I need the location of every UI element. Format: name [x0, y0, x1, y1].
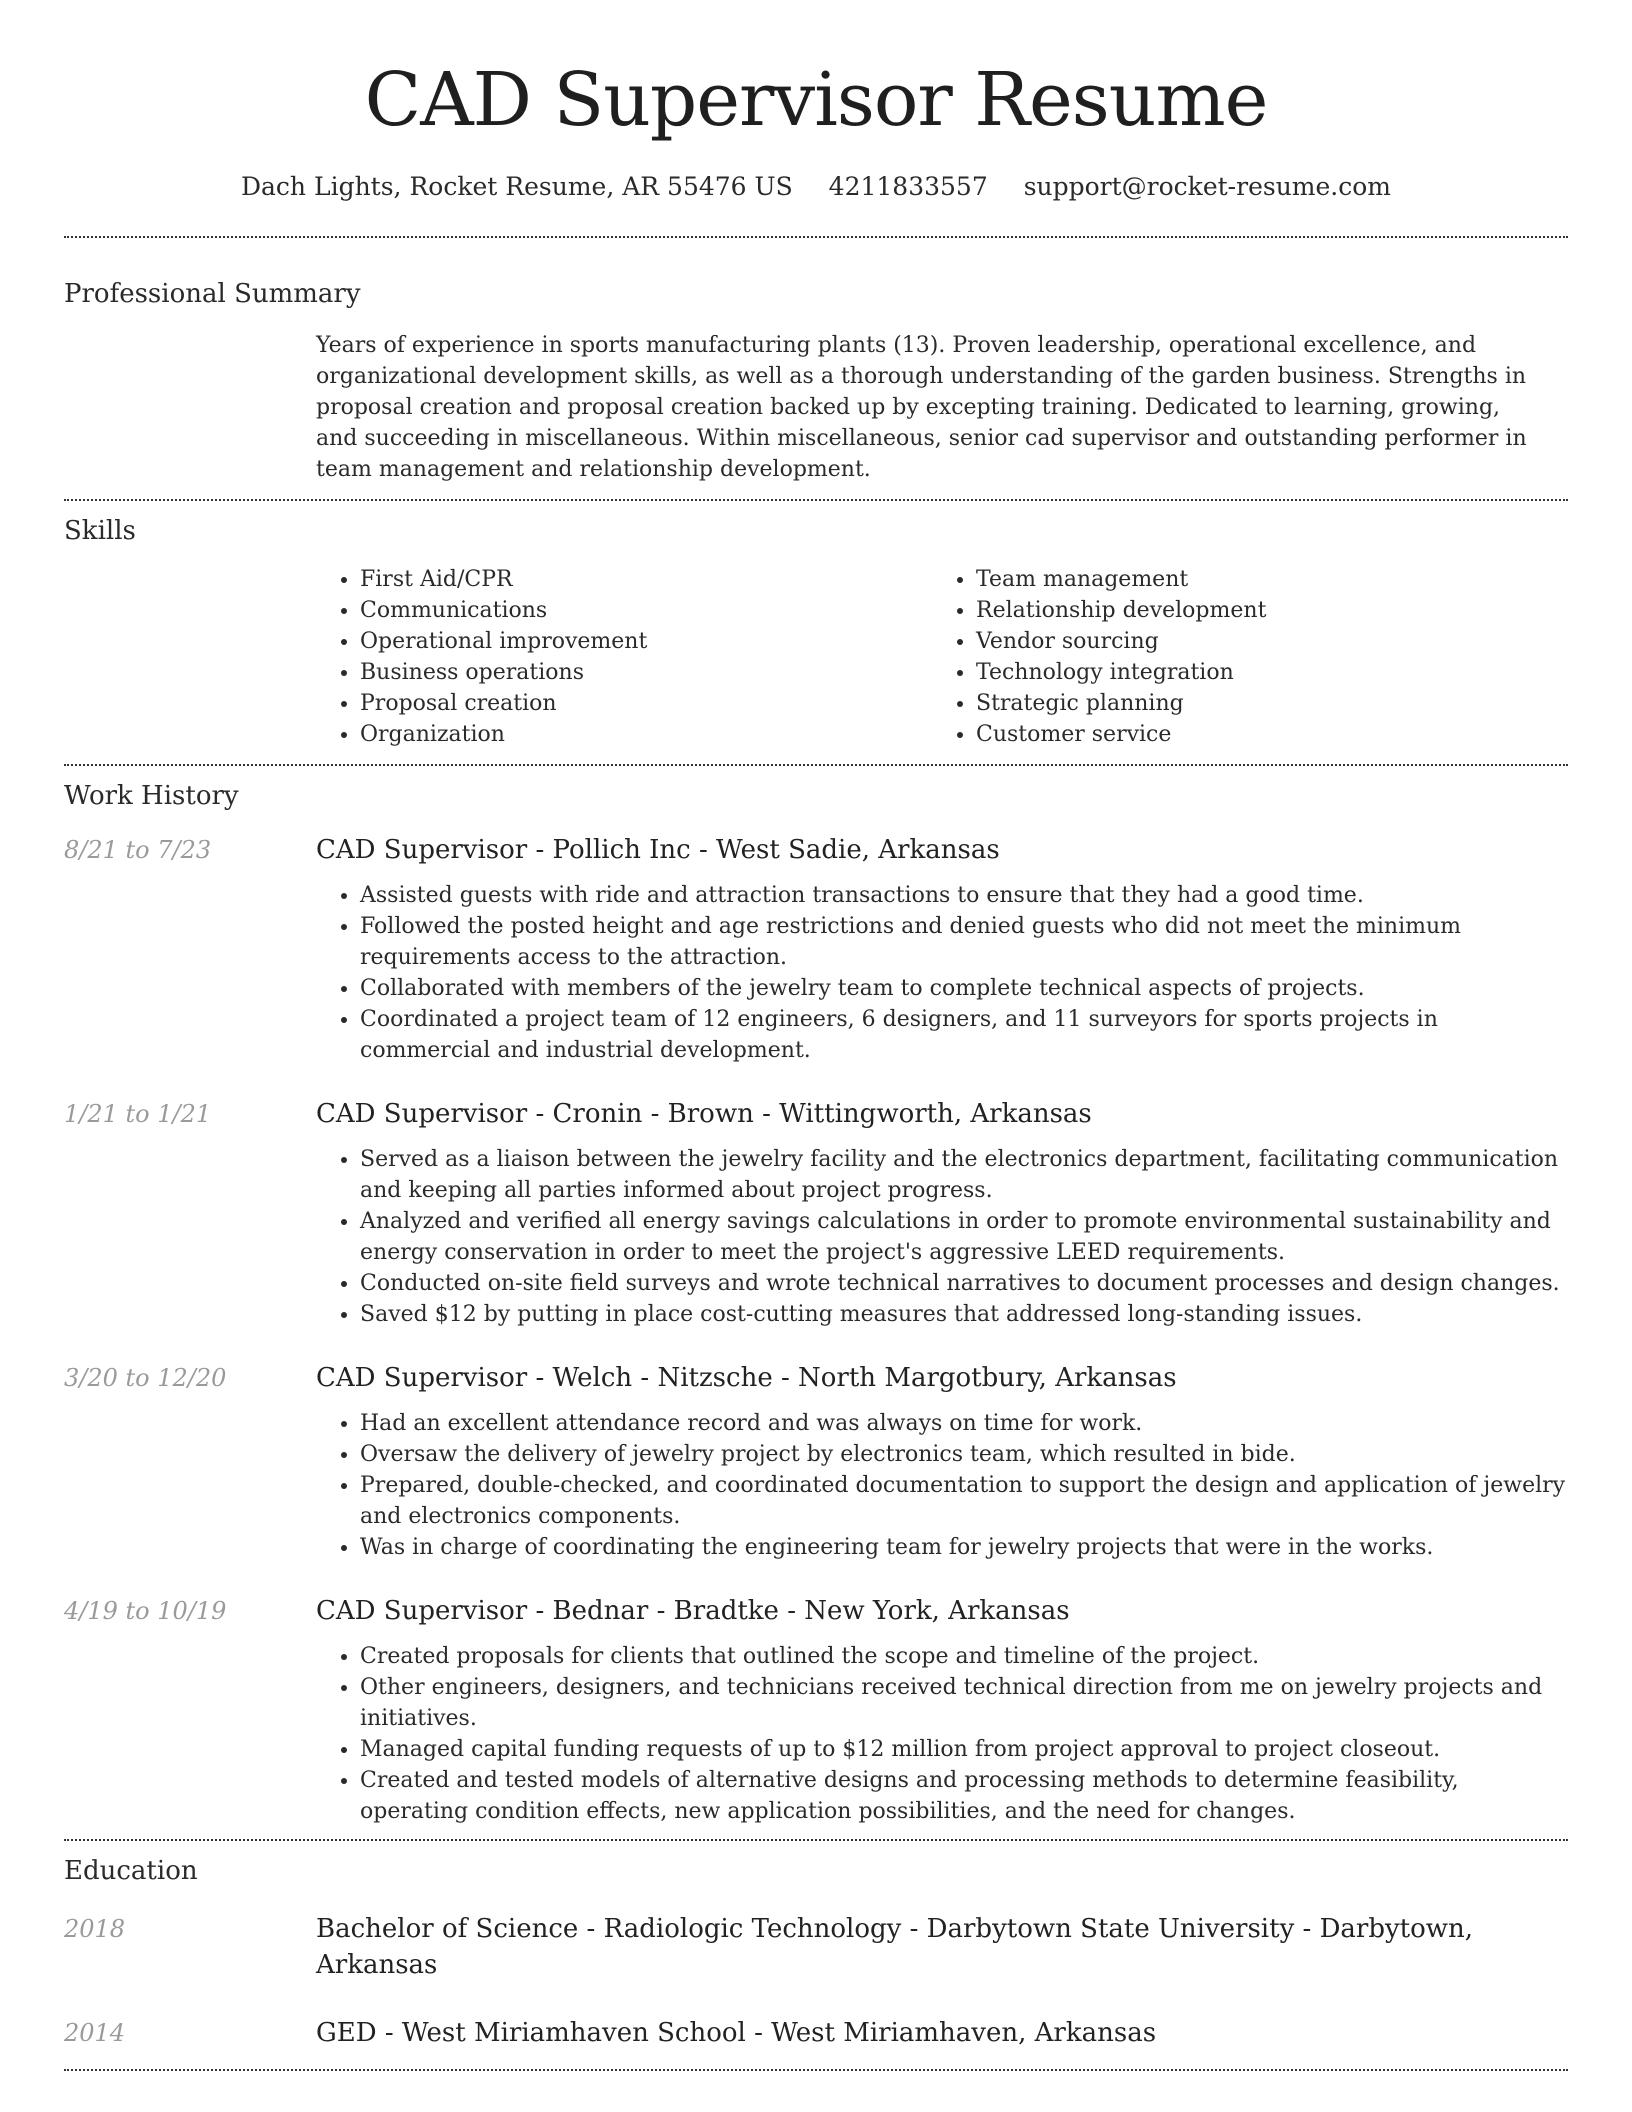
skill-item: • Relationship development [976, 595, 1568, 626]
skill-item: • Vendor sourcing [976, 626, 1568, 657]
job-entry [64, 1593, 1568, 1827]
job-bullet: • Assisted guests with ride and attraction transactions to ensure that they had a good time. [360, 880, 1568, 911]
job-dates: 4/19 to 10/19 [64, 1597, 227, 1625]
skill-item: • Team management [976, 564, 1568, 595]
job-dates: 3/20 to 12/20 [64, 1364, 227, 1392]
skills-list-right [932, 564, 1568, 750]
work-history-heading: Work History [64, 781, 239, 811]
contact-phone: 4211833557 [828, 172, 988, 201]
summary-text: Years of experience in sports manufacturing plants (13). Proven leadership, operational excellence, and organizational development skills, as well as a thorough understanding of the garden business. Strengths in proposal creation and proposal creation backed up by excepting training. Dedicated to learning, growing, and succeeding in miscellaneous. Within miscellaneous, senior cad supervisor and outstanding performer in team management and relationship development. [316, 333, 1527, 482]
job-bullet: • Other engineers, designers, and technicians received technical direction from me on jewelry projects and initiatives. [360, 1672, 1568, 1734]
skill-item: • Proposal creation [360, 688, 932, 719]
job-title: CAD Supervisor - Bednar - Bradtke - New York, Arkansas [316, 1596, 1070, 1626]
education-entry [64, 1911, 1568, 1983]
summary-section [64, 238, 1568, 485]
job-dates: 8/21 to 7/23 [64, 836, 212, 864]
job-bullet: • Analyzed and verified all energy savings calculations in order to promote environmental sustainability and energy conservation in order to meet the project's aggressive LEED requirements. [360, 1206, 1568, 1268]
education-section [64, 1841, 1568, 2051]
skill-item: • Technology integration [976, 657, 1568, 688]
skill-item: • First Aid/CPR [360, 564, 932, 595]
job-bullet-list [316, 1144, 1568, 1330]
job-bullet: • Managed capital funding requests of up to $12 million from project approval to project closeout. [360, 1734, 1568, 1765]
education-year: 2014 [64, 2019, 126, 2047]
job-entry [64, 1360, 1568, 1563]
job-bullet: • Collaborated with members of the jewelry team to complete technical aspects of projects. [360, 973, 1568, 1004]
work-history-section [64, 766, 1568, 1827]
job-bullet: • Was in charge of coordinating the engineering team for jewelry projects that were in the works. [360, 1532, 1568, 1563]
job-title: CAD Supervisor - Pollich Inc - West Sadie, Arkansas [316, 835, 1000, 865]
education-entry [64, 2015, 1568, 2051]
divider [64, 2069, 1568, 2071]
skills-heading: Skills [64, 516, 136, 546]
contact-address: Dach Lights, Rocket Resume, AR 55476 US [240, 172, 793, 201]
job-bullet-list [316, 1641, 1568, 1827]
job-bullet: • Prepared, double-checked, and coordinated documentation to support the design and application of jewelry and electronics components. [360, 1470, 1568, 1532]
education-text: GED - West Miriamhaven School - West Miriamhaven, Arkansas [316, 2018, 1157, 2048]
job-bullet: • Served as a liaison between the jewelry facility and the electronics department, facilitating communication and keeping all parties informed about project progress. [360, 1144, 1568, 1206]
job-bullet: • Oversaw the delivery of jewelry project by electronics team, which resulted in bide. [360, 1439, 1568, 1470]
job-bullet: • Created proposals for clients that outlined the scope and timeline of the project. [360, 1641, 1568, 1672]
job-bullet-list [316, 1408, 1568, 1563]
education-year: 2018 [64, 1915, 126, 1943]
education-text: Bachelor of Science - Radiologic Technology - Darbytown State University - Darbytown, Arkansas [316, 1914, 1474, 1980]
skill-item: • Strategic planning [976, 688, 1568, 719]
summary-heading: Professional Summary [64, 279, 361, 309]
skill-item: • Operational improvement [360, 626, 932, 657]
job-bullet: • Saved $12 by putting in place cost-cutting measures that addressed long-standing issues. [360, 1299, 1568, 1330]
job-entry [64, 1096, 1568, 1330]
job-bullet: • Coordinated a project team of 12 engineers, 6 designers, and 11 surveyors for sports projects in commercial and industrial development. [360, 1004, 1568, 1066]
job-title: CAD Supervisor - Cronin - Brown - Wittingworth, Arkansas [316, 1099, 1092, 1129]
skill-item: • Business operations [360, 657, 932, 688]
contact-line [64, 168, 1568, 206]
job-bullet-list [316, 880, 1568, 1066]
job-bullet: • Followed the posted height and age restrictions and denied guests who did not meet the minimum requirements access to the attraction. [360, 911, 1568, 973]
education-heading: Education [64, 1856, 198, 1886]
skill-item: • Customer service [976, 719, 1568, 750]
job-dates: 1/21 to 1/21 [64, 1100, 212, 1128]
job-entry [64, 832, 1568, 1066]
skills-list-left [316, 564, 932, 750]
resume-title: CAD Supervisor Resume [364, 57, 1268, 143]
skill-item: • Organization [360, 719, 932, 750]
job-bullet: • Conducted on-site field surveys and wrote technical narratives to document processes and design changes. [360, 1268, 1568, 1299]
job-bullet: • Had an excellent attendance record and was always on time for work. [360, 1408, 1568, 1439]
job-title: CAD Supervisor - Welch - Nitzsche - North Margotbury, Arkansas [316, 1363, 1177, 1393]
contact-email: support@rocket-resume.com [1023, 172, 1391, 201]
job-bullet: • Created and tested models of alternative designs and processing methods to determine feasibility, operating condition effects, new application possibilities, and the need for changes. [360, 1765, 1568, 1827]
skill-item: • Communications [360, 595, 932, 626]
resume-header [64, 0, 1568, 206]
skills-section [64, 501, 1568, 750]
